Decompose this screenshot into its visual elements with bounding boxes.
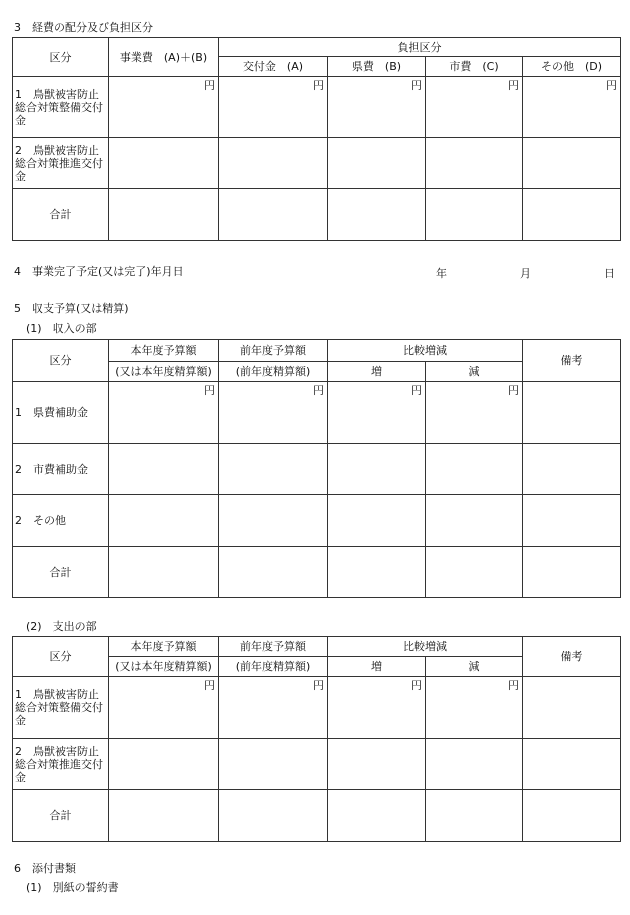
amount-cell[interactable]: 円 xyxy=(426,77,523,138)
amount-cell[interactable]: 円 xyxy=(109,677,219,739)
amount-cell[interactable] xyxy=(219,189,328,241)
amount-cell[interactable] xyxy=(219,547,328,598)
header-sonota: その他 (D) xyxy=(523,57,621,77)
amount-cell[interactable] xyxy=(109,790,219,842)
header-kubun: 区分 xyxy=(13,340,109,382)
amount-cell[interactable] xyxy=(328,444,426,495)
header-zo: 増 xyxy=(328,362,426,382)
amount-cell[interactable] xyxy=(328,189,426,241)
amount-cell[interactable] xyxy=(426,444,523,495)
table-row xyxy=(13,790,621,842)
row-label: 2 その他 xyxy=(13,495,109,547)
amount-cell[interactable] xyxy=(523,189,621,241)
amount-cell[interactable] xyxy=(328,739,426,790)
amount-cell[interactable] xyxy=(219,138,328,189)
amount-cell[interactable] xyxy=(426,739,523,790)
amount-cell[interactable] xyxy=(109,739,219,790)
row-label-total: 合計 xyxy=(13,189,109,241)
header-gen: 減 xyxy=(426,362,523,382)
amount-cell[interactable]: 円 xyxy=(109,77,219,138)
header-zennendo-sub: (前年度精算額) xyxy=(219,362,328,382)
table-row xyxy=(13,739,621,790)
table-row xyxy=(13,189,621,241)
header-kubun: 区分 xyxy=(13,38,109,77)
amount-cell[interactable] xyxy=(219,739,328,790)
amount-cell[interactable] xyxy=(109,189,219,241)
amount-cell[interactable]: 円 xyxy=(426,677,523,739)
header-zennendo: 前年度予算額 xyxy=(219,340,328,362)
amount-cell[interactable] xyxy=(109,444,219,495)
day-label: 日 xyxy=(604,267,615,280)
amount-cell[interactable] xyxy=(523,138,621,189)
amount-cell[interactable]: 円 xyxy=(219,77,328,138)
table-row xyxy=(13,677,621,739)
header-biko: 備考 xyxy=(523,637,621,677)
cost-allocation-table xyxy=(12,37,621,241)
note-cell[interactable] xyxy=(523,790,621,842)
amount-cell[interactable] xyxy=(328,547,426,598)
amount-cell[interactable] xyxy=(426,189,523,241)
row-label-total: 合計 xyxy=(13,547,109,598)
header-honnendo-sub: (又は本年度精算額) xyxy=(109,362,219,382)
header-honnendo: 本年度予算額 xyxy=(109,340,219,362)
header-shihi: 市費 (C) xyxy=(426,57,523,77)
note-cell[interactable] xyxy=(523,739,621,790)
amount-cell[interactable] xyxy=(219,495,328,547)
amount-cell[interactable]: 円 xyxy=(219,382,328,444)
row-label: 1 鳥獣被害防止総合対策整備交付金 xyxy=(13,677,109,739)
header-kofukin: 交付金 (A) xyxy=(219,57,328,77)
section3-heading: 3 経費の配分及び負担区分 xyxy=(14,21,153,34)
header-zennendo-sub: (前年度精算額) xyxy=(219,657,328,677)
header-futan: 負担区分 xyxy=(219,38,621,57)
header-kubun: 区分 xyxy=(13,637,109,677)
header-honnendo-sub: (又は本年度精算額) xyxy=(109,657,219,677)
note-cell[interactable] xyxy=(523,547,621,598)
header-hikaku: 比較増減 xyxy=(328,340,523,362)
row-label: 2 鳥獣被害防止総合対策推進交付金 xyxy=(13,138,109,189)
table-row xyxy=(13,138,621,189)
amount-cell[interactable]: 円 xyxy=(109,382,219,444)
amount-cell[interactable] xyxy=(328,138,426,189)
table-row xyxy=(13,444,621,495)
amount-cell[interactable]: 円 xyxy=(426,382,523,444)
expense-subheading: (2) 支出の部 xyxy=(26,620,97,633)
amount-cell[interactable] xyxy=(219,790,328,842)
amount-cell[interactable]: 円 xyxy=(328,677,426,739)
header-hikaku: 比較増減 xyxy=(328,637,523,657)
amount-cell[interactable] xyxy=(426,138,523,189)
header-honnendo: 本年度予算額 xyxy=(109,637,219,657)
amount-cell[interactable] xyxy=(219,444,328,495)
year-label: 年 xyxy=(436,267,447,280)
amount-cell[interactable] xyxy=(426,547,523,598)
header-gen: 減 xyxy=(426,657,523,677)
note-cell[interactable] xyxy=(523,677,621,739)
table-row xyxy=(13,547,621,598)
row-label: 1 県費補助金 xyxy=(13,382,109,444)
amount-cell[interactable] xyxy=(109,547,219,598)
amount-cell[interactable] xyxy=(328,790,426,842)
amount-cell[interactable] xyxy=(328,495,426,547)
amount-cell[interactable]: 円 xyxy=(328,382,426,444)
expense-table xyxy=(12,636,621,842)
header-jigyohi: 事業費 (A)＋(B) xyxy=(109,38,219,77)
row-label-total: 合計 xyxy=(13,790,109,842)
income-subheading: (1) 収入の部 xyxy=(26,322,97,335)
income-table xyxy=(12,339,621,598)
amount-cell[interactable] xyxy=(426,790,523,842)
note-cell[interactable] xyxy=(523,444,621,495)
row-label: 2 市費補助金 xyxy=(13,444,109,495)
row-label: 1 鳥獣被害防止総合対策整備交付金 xyxy=(13,77,109,138)
header-biko: 備考 xyxy=(523,340,621,382)
amount-cell[interactable] xyxy=(109,495,219,547)
attachment-item: (1) 別紙の誓約書 xyxy=(26,881,119,894)
section6-heading: 6 添付書類 xyxy=(14,862,76,875)
header-zo: 増 xyxy=(328,657,426,677)
amount-cell[interactable]: 円 xyxy=(523,77,621,138)
month-label: 月 xyxy=(520,267,531,280)
note-cell[interactable] xyxy=(523,382,621,444)
amount-cell[interactable] xyxy=(426,495,523,547)
amount-cell[interactable]: 円 xyxy=(328,77,426,138)
row-label: 2 鳥獣被害防止総合対策推進交付金 xyxy=(13,739,109,790)
note-cell[interactable] xyxy=(523,495,621,547)
table-row xyxy=(13,382,621,444)
table-row xyxy=(13,495,621,547)
section5-heading: 5 収支予算(又は精算) xyxy=(14,302,129,315)
amount-cell[interactable] xyxy=(109,138,219,189)
amount-cell[interactable]: 円 xyxy=(219,677,328,739)
header-zennendo: 前年度予算額 xyxy=(219,637,328,657)
table-row xyxy=(13,77,621,138)
header-kenhi: 県費 (B) xyxy=(328,57,426,77)
section4-heading: 4 事業完了予定(又は完了)年月日 xyxy=(14,265,184,278)
